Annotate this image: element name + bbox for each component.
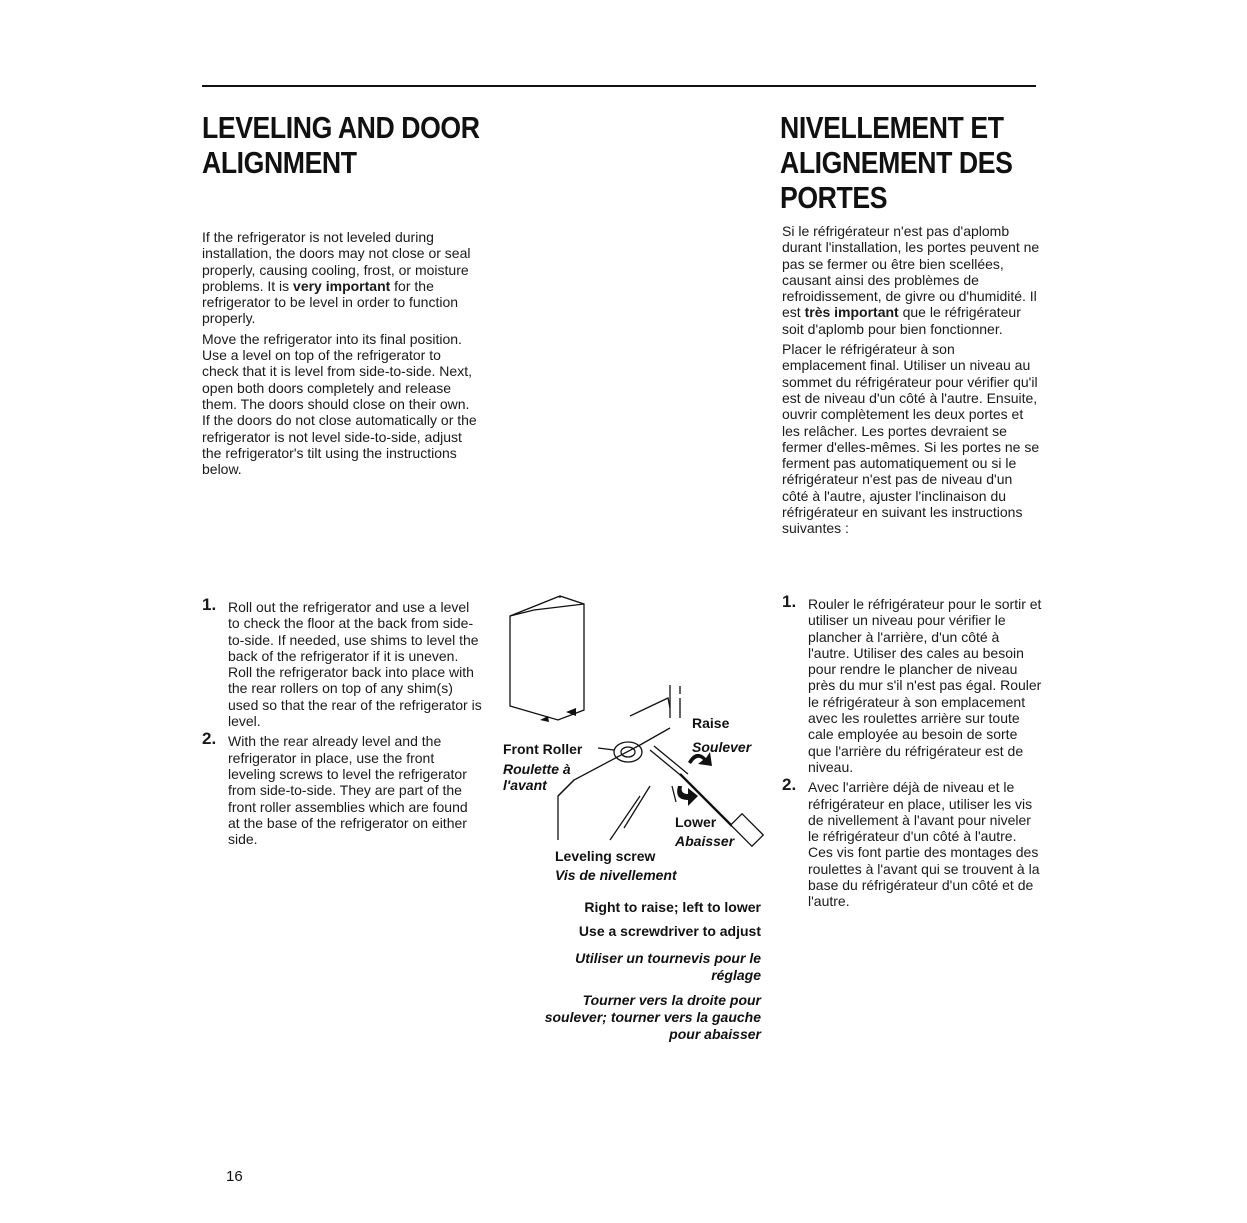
intro-paragraph xyxy=(202,229,480,327)
caption-utiliser: Utiliser un tournevis pour le réglage xyxy=(575,950,761,983)
label-leveling-screw: Leveling screw xyxy=(555,848,656,864)
step-number: 1. xyxy=(202,595,217,614)
intro-french xyxy=(782,223,1042,541)
base-bracket xyxy=(630,698,670,716)
step-number: 1. xyxy=(782,592,797,611)
heading-line: NIVELLEMENT ET xyxy=(780,110,1004,145)
intro-paragraph xyxy=(782,341,1042,537)
arrow-icon xyxy=(540,716,549,722)
step-text: With the rear already level and the refrigerator in place, use the front leveling screws to level the refrigerator from side-to-side. They are part of the front roller assemblies which are found at the base of the refrigerator on either side. xyxy=(228,733,468,848)
steps-french xyxy=(782,592,1044,914)
leveling-screw-illustration xyxy=(500,590,800,860)
caption-screwdriver: Use a screwdriver to adjust xyxy=(578,923,761,939)
leveling-screw xyxy=(650,750,684,778)
step-number: 2. xyxy=(782,775,797,795)
page-number: 16 xyxy=(226,1168,243,1185)
text-run: que le réfrigérateur soit d'aplomb pour bien fonctionner. xyxy=(782,304,1021,337)
intro-paragraph xyxy=(782,223,1042,337)
label-abaisser: Abaisser xyxy=(675,833,735,849)
text-run: for the refrigerator to be level in order to function properly. xyxy=(202,277,459,327)
heading-french xyxy=(780,110,1012,215)
step-text: Avec l'arrière déjà de niveau et le réfrigérateur en place, utiliser les vis de nivellement à l'avant pour niveler le réfrigérateur d'un côté à l'autre. Ces vis font partie des montages des roulettes à l'avant qui se trouvent à la base du réfrigérateur d'un côté et de l'autre. xyxy=(808,779,1040,910)
step-item xyxy=(782,592,1044,775)
step-item xyxy=(782,775,1044,910)
heading-english xyxy=(202,110,480,180)
heading-line: ALIGNMENT xyxy=(202,145,357,180)
label-lower: Lower xyxy=(675,814,717,830)
label-vis: Vis de nivellement xyxy=(555,867,677,883)
label-raise: Raise xyxy=(692,715,730,731)
caption-right-to-raise: Right to raise; left to lower xyxy=(584,899,761,915)
label-soulever: Soulever xyxy=(692,739,752,755)
label-avant: l'avant xyxy=(503,777,547,793)
step-text: Rouler le réfrigérateur pour le sortir et utiliser un niveau pour vérifier le plancher à l'arrière, d'un côté à l'autre. Utiliser des cales au besoin pour rendre le plancher de niveau près du mur s'il n'est pas égal. Rouler le réfrigérateur à son emplacement avec les roulettes arrière sur toute cale employée au besoin de sorte que l'arrière du réfrigérateur est de niveau. xyxy=(808,596,1042,775)
intro-english xyxy=(202,229,480,481)
text-run: Move the refrigerator into its final position. Use a level on top of the refrigerator to check that it is level from side-to-side. Next, open both doors completely and release them. The doors should close on their own. If the doors do not close automatically or the refrigerator is not level side-to-side, adjust the refrigerator's tilt using the instructions below. xyxy=(202,330,477,478)
heading-line: PORTES xyxy=(780,180,888,215)
intro-paragraph xyxy=(202,331,480,478)
caption-tourner: Tourner vers la droite pour soulever; tourner vers la gauche pour abaisser xyxy=(544,992,761,1042)
label-roulette: Roulette à xyxy=(503,761,571,777)
emphasis: très important xyxy=(804,304,899,321)
step-item xyxy=(202,729,482,848)
step-text: Roll out the refrigerator and use a level to check the floor at the back from side-to-side. If needed, use shims to level the back of the refrigerator if it is uneven. Roll the refrigerator back into place with the rear rollers on top of any shim(s) used so that the rear of the refrigerator is level. xyxy=(228,599,482,730)
refrigerator-outline xyxy=(510,596,584,720)
label-front-roller: Front Roller xyxy=(503,741,583,757)
top-rule xyxy=(202,85,1036,87)
text-run: Si le réfrigérateur n'est pas d'aplomb durant l'installation, les portes peuvent ne pas se fermer ou être bien scellées, causant ainsi des problèmes de refroidissement, de givre ou d'humidité. Il est xyxy=(782,223,1040,321)
text-run: If the refrigerator is not leveled during installation, the doors may not close or seal properly, causing cooling, frost, or moisture problems. It is xyxy=(202,229,471,294)
steps-english xyxy=(202,595,482,851)
heading-line: ALIGNEMENT DES xyxy=(780,145,1013,180)
heading-line: LEVELING AND DOOR xyxy=(202,110,480,145)
step-number: 2. xyxy=(202,729,217,749)
emphasis: very important xyxy=(293,277,391,294)
text-run: Placer le réfrigérateur à son emplacement final. Utiliser un niveau au sommet du réfrigérateur pour vérifier qu'il est de niveau d'un côté à l'autre. Ensuite, ouvrir complètement les deux portes et les relâcher. Les portes devraient se fermer d'elles-mêmes. Si les portes ne se ferment pas automatiquement ou si le réfrigérateur n'est pas de niveau d'un côté à l'autre, ajuster l'inclinaison du réfrigérateur en suivant les instructions suivantes : xyxy=(782,341,1040,537)
step-item xyxy=(202,595,482,730)
